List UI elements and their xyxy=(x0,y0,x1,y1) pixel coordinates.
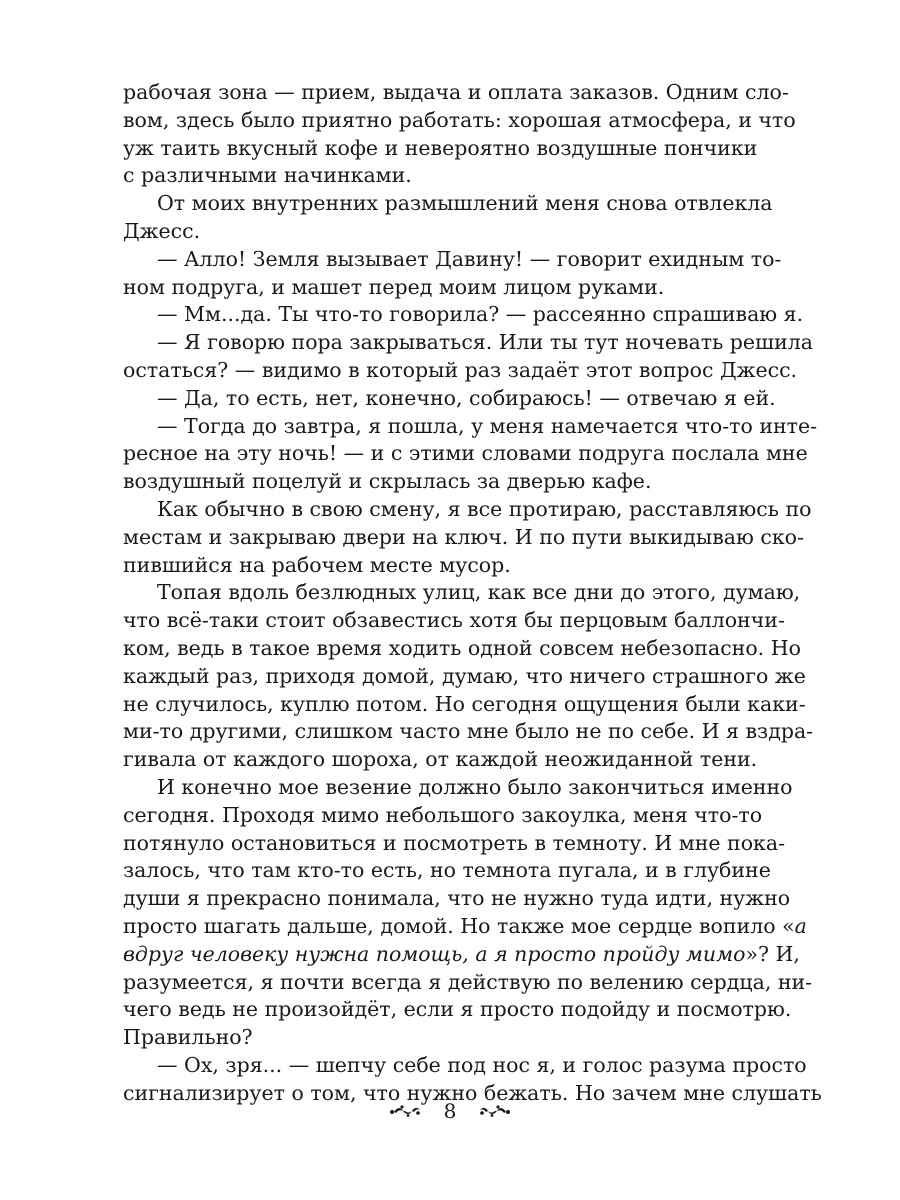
text-line: воздушный поцелуй и скрылась за дверью кафе. xyxy=(123,469,652,494)
text-line: Как обычно в свою смену, я все протираю, расставляюсь по xyxy=(157,496,812,521)
text-line: — Алло! Земля вызывает Давину! — говорит ехидным то- xyxy=(157,246,782,271)
text-line: От моих внутренних размышлений меня снова отвлекла xyxy=(157,191,773,216)
text-line: души я прекрасно понимала, что не нужно туда идти, нужно xyxy=(123,886,791,911)
text-segment: »? И, xyxy=(745,941,800,966)
floral-ornament-icon xyxy=(388,1104,422,1118)
text-line: чего ведь не произойдёт, если я просто подойду и посмотрю. xyxy=(123,997,792,1022)
text-line: Правильно? xyxy=(123,1025,253,1050)
text-line xyxy=(123,913,807,941)
text-line: с различными начинками. xyxy=(123,163,412,188)
text-line: каждый раз, приходя домой, думаю, что ничего страшного же xyxy=(123,663,806,688)
text-line: рабочая зона — прием, выдача и оплата заказов. Одним сло- xyxy=(123,80,789,104)
text-line: — Ох, зря... — шепчу себе под нос я, и голос разума просто xyxy=(157,1052,807,1077)
text-line: уж таить вкусный кофе и невероятно воздушные пончики xyxy=(123,135,758,160)
text-line: не случилось, куплю потом. Но сегодня ощущения были каки- xyxy=(123,691,806,716)
text-line: И конечно мое везение должно было закончиться именно xyxy=(157,774,793,799)
text-line: пившийся на рабочем месте мусор. xyxy=(123,552,511,577)
page-body xyxy=(123,79,822,1107)
text-line: Топая вдоль безлюдных улиц, как все дни до этого, думаю, xyxy=(157,580,801,605)
page-footer xyxy=(0,1096,900,1126)
text-line: сегодня. Проходя мимо небольшого закоулка, меня что-то xyxy=(123,802,763,827)
text-line: Джесс. xyxy=(123,218,201,243)
text-line: гивала от каждого шороха, от каждой неожиданной тени. xyxy=(123,747,758,772)
text-line: — Мм...да. Ты что-то говорила? — рассеянно спрашиваю я. xyxy=(157,302,804,327)
text-line: разумеется, я почти всегда я действую по велению сердца, ни- xyxy=(123,969,813,994)
text-line: — Да, то есть, нет, конечно, собираюсь! — отвечаю я ей. xyxy=(157,385,776,410)
text-line: ресное на эту ночь! — и с этими словами подруга послала мне xyxy=(123,441,808,466)
text-line xyxy=(123,941,800,969)
text-segment: просто шагать дальше, домой. Но также мое сердце вопило « xyxy=(123,913,795,938)
italic-text: вдруг человеку нужна помощь, а я просто пройду мимо xyxy=(123,941,746,966)
text-line: вом, здесь было приятно работать: хорошая атмосфера, и что xyxy=(123,107,796,132)
text-line: что всё-таки стоит обзавестись хотя бы перцовым баллончи- xyxy=(123,608,785,633)
text-line: ми-то другими, слишком часто мне было не по себе. И я вздра- xyxy=(123,719,814,744)
text-line: ком, ведь в такое время ходить одной совсем небезопасно. Но xyxy=(123,635,801,660)
text-line: местам и закрываю двери на ключ. И по пути выкидываю ско- xyxy=(123,524,804,549)
page-number: 8 xyxy=(443,1099,457,1123)
text-line: остаться? — видимо в который раз задаёт этот вопрос Джесс. xyxy=(123,357,798,382)
text-line: — Я говорю пора закрываться. Или ты тут ночевать решила xyxy=(157,330,813,355)
floral-ornament-icon xyxy=(478,1104,512,1118)
text-line: ном подруга, и машет перед моим лицом руками. xyxy=(123,274,665,299)
text-line: сигнализирует о том, что нужно бежать. Но зачем мне слушать xyxy=(123,1080,822,1105)
text-line: потянуло остановиться и посмотреть в темноту. И мне пока- xyxy=(123,830,786,855)
italic-text: а xyxy=(794,913,807,938)
text-line: — Тогда до завтра, я пошла, у меня намечается что-то инте- xyxy=(157,413,818,438)
text-line: залось, что там кто-то есть, но темнота пугала, и в глубине xyxy=(123,858,771,883)
